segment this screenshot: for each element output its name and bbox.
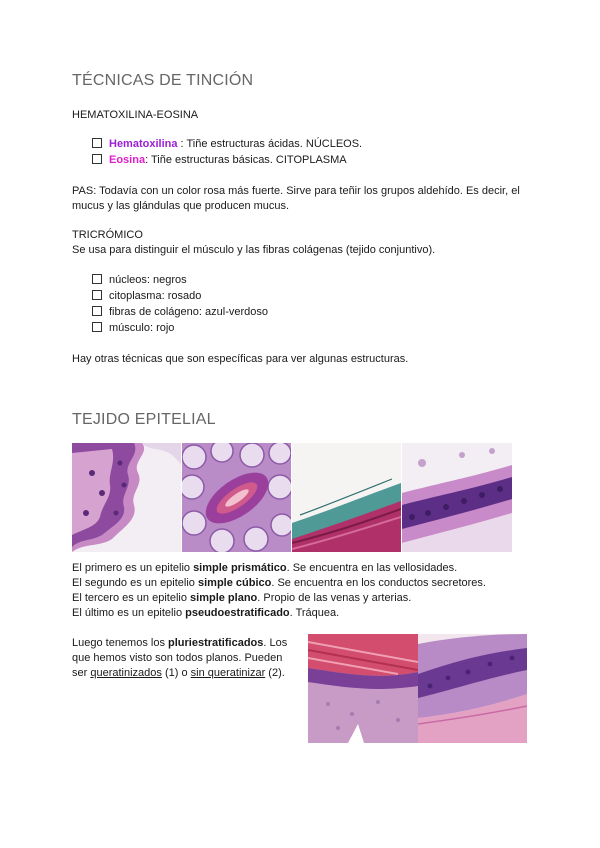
separator: :: [145, 154, 151, 166]
pas-line-2: mucus y las glándulas que producen mucus.: [72, 200, 290, 212]
term-eosina: Eosina: [109, 154, 146, 166]
text-bold: pluriestratificados: [168, 637, 264, 649]
text-bold: simple prismático: [193, 562, 287, 574]
he-heading: HEMATOXILINA-EOSINA: [72, 109, 199, 121]
tricromico-item-label: fibras de colágeno: azul-verdoso: [109, 306, 268, 318]
he-item-desc: Tiñe estructuras básicas. CITOPLASMA: [151, 154, 347, 166]
pluri-line-2: que hemos visto son todos planos. Pueden: [72, 652, 283, 664]
he-item-hematoxilina: [92, 137, 362, 152]
text-underlined: sin queratinizar: [190, 667, 266, 679]
tricromico-item: [92, 289, 201, 304]
histology-image-queratinizado: [308, 634, 418, 743]
checkbox-icon[interactable]: [92, 306, 102, 316]
checkbox-icon[interactable]: [92, 290, 102, 300]
text-bold: simple plano: [190, 592, 258, 604]
separator: :: [177, 138, 187, 150]
tricromico-item-label: músculo: rojo: [109, 322, 175, 334]
pluri-line-3: [72, 666, 285, 681]
histology-image-simple-prismatico: [72, 443, 181, 552]
checkbox-icon[interactable]: [92, 322, 102, 332]
tricromico-desc: Se usa para distinguir el músculo y las fibras colágenas (tejido conjuntivo).: [72, 244, 436, 256]
section-title-tecnicas: TÉCNICAS DE TINCIÓN: [72, 72, 254, 89]
tricromico-item: [92, 305, 268, 320]
text: Luego tenemos los: [72, 637, 169, 649]
text: . Se encuentra en las vellosidades.: [286, 562, 458, 574]
otras-tecnicas: Hay otras técnicas que son específicas para ver algunas estructuras.: [72, 353, 409, 365]
section-title-epitelial: TEJIDO EPITELIAL: [72, 411, 216, 428]
epitelio-line-2: [72, 576, 486, 591]
he-item-desc: Tiñe estructuras ácidas. NÚCLEOS.: [186, 138, 363, 150]
text: . Tráquea.: [289, 607, 340, 619]
text: . Se encuentra en los conductos secretores.: [271, 577, 486, 589]
checkbox-icon[interactable]: [92, 274, 102, 284]
epitelio-line-4: [72, 606, 339, 621]
text-bold: pseudoestratificado: [185, 607, 290, 619]
text: . Los: [263, 637, 288, 649]
pluri-line-1: [72, 636, 287, 651]
text-bold: simple cúbico: [197, 577, 272, 589]
tricromico-item: [92, 273, 187, 288]
histology-image-sin-queratinizar: [418, 634, 527, 743]
text: . Propio de las venas y arterias.: [257, 592, 412, 604]
epitelio-line-1: [72, 561, 457, 576]
text: (1) o: [161, 667, 191, 679]
histology-image-pseudoestratificado: [402, 443, 512, 552]
histology-image-simple-plano: [292, 443, 401, 552]
checkbox-icon[interactable]: [92, 154, 102, 164]
text: El último es un epitelio: [72, 607, 186, 619]
pas-line-1: PAS: Todavía con un color rosa más fuerte. Sirve para teñir los grupos aldehído. Es decir, el: [72, 185, 520, 197]
text: (2).: [265, 667, 285, 679]
checkbox-icon[interactable]: [92, 138, 102, 148]
tricromico-item: [92, 321, 174, 336]
text: ser: [72, 667, 91, 679]
term-hematoxilina: Hematoxilina: [109, 138, 178, 150]
text-underlined: queratinizados: [90, 667, 162, 679]
text: El tercero es un epitelio: [72, 592, 191, 604]
text: El segundo es un epitelio: [72, 577, 198, 589]
he-item-eosina: [92, 153, 347, 168]
tricromico-item-label: núcleos: negros: [109, 274, 187, 286]
histology-image-simple-cubico: [182, 443, 291, 552]
text: El primero es un epitelio: [72, 562, 194, 574]
epitelio-line-3: [72, 591, 411, 606]
tricromico-heading: TRICRÓMICO: [72, 229, 143, 241]
tricromico-item-label: citoplasma: rosado: [109, 290, 202, 302]
